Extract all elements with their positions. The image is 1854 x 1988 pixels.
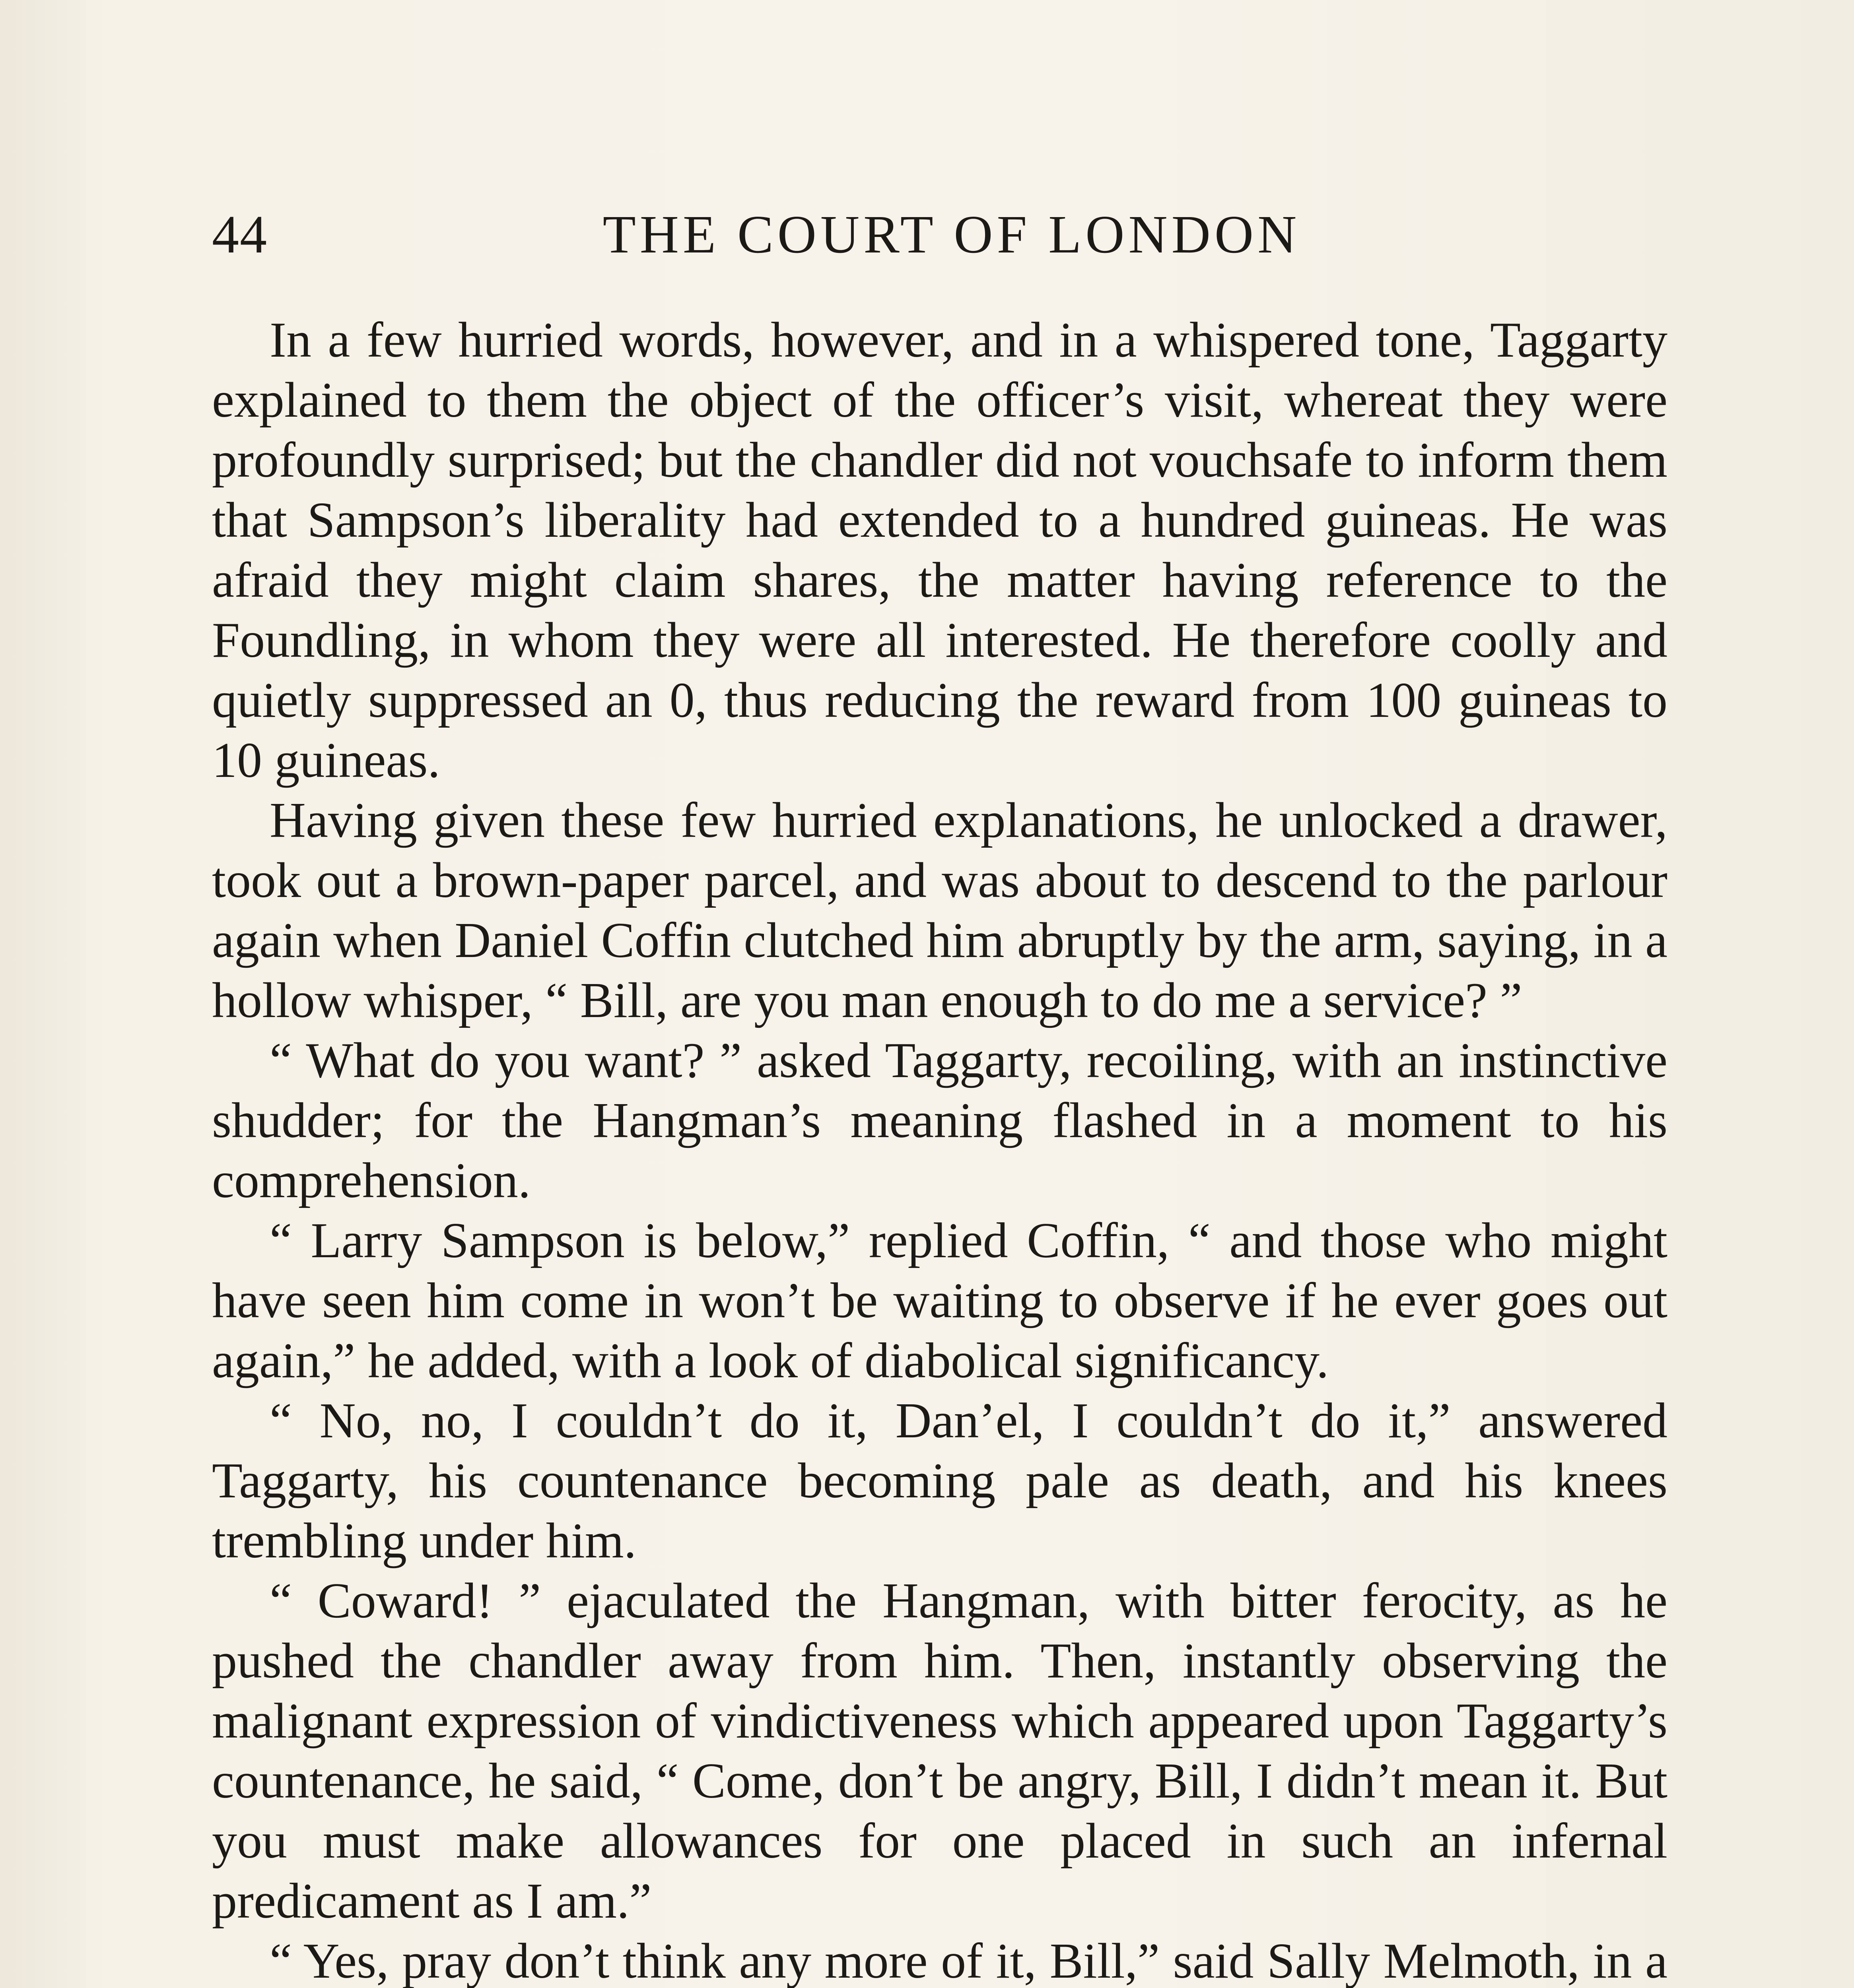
paragraph: In a few hurried words, however, and in a whispered tone, Taggarty explained to them the object of the officer’s visit, whereat they were profoundly surprised; but the chandler did not vouchsafe to inform them that Sampson’s liberality had extended to a hundred guineas. He was afraid they might claim shares, the matter having reference to the Foundling, in whom they were all interested. He therefore coolly and quietly suppressed an 0, thus reducing the reward from 100 guineas to 10 guineas. (212, 313, 1667, 788)
paragraph: Having given these few hurried explanations, he unlocked a drawer, took out a brown-paper parcel, and was about to descend to the parlour again when Daniel Coffin clutched him abruptly by the arm, saying, in a hollow whisper, “ Bill, are you man enough to do me a service? ” (212, 793, 1667, 1028)
body-text (212, 310, 1667, 1988)
running-title: THE COURT OF LONDON (602, 205, 1301, 264)
paragraph: “ Coward! ” ejaculated the Hangman, with bitter ferocity, as he pushed the chandler away from him. Then, instantly observing the malignant expression of vindictiveness which appeared upon Taggarty’s countenance, he said, “ Come, don’t be angry, Bill, I didn’t mean it. But you must make allowances for one placed in such an infernal predicament as I am.” (212, 1573, 1667, 1929)
paragraph: “ No, no, I couldn’t do it, Dan’el, I couldn’t do it,” answered Taggarty, his countenance becoming pale as death, and his knees trembling under him. (212, 1393, 1667, 1569)
page-header (212, 191, 1667, 278)
paragraph: “ What do you want? ” asked Taggarty, recoiling, with an instinctive shudder; for the Hangman’s meaning flashed in a moment to his comprehension. (212, 1033, 1667, 1208)
paragraph: “ Larry Sampson is below,” replied Coffin, “ and those who might have seen him come in won’t be waiting to observe if he ever goes out again,” he added, with a look of diabolical significancy. (212, 1213, 1667, 1388)
paragraph: “ Yes, pray don’t think any more of it, Bill,” said Sally Melmoth, in a (270, 1934, 1667, 1988)
page-number: 44 (212, 205, 268, 264)
